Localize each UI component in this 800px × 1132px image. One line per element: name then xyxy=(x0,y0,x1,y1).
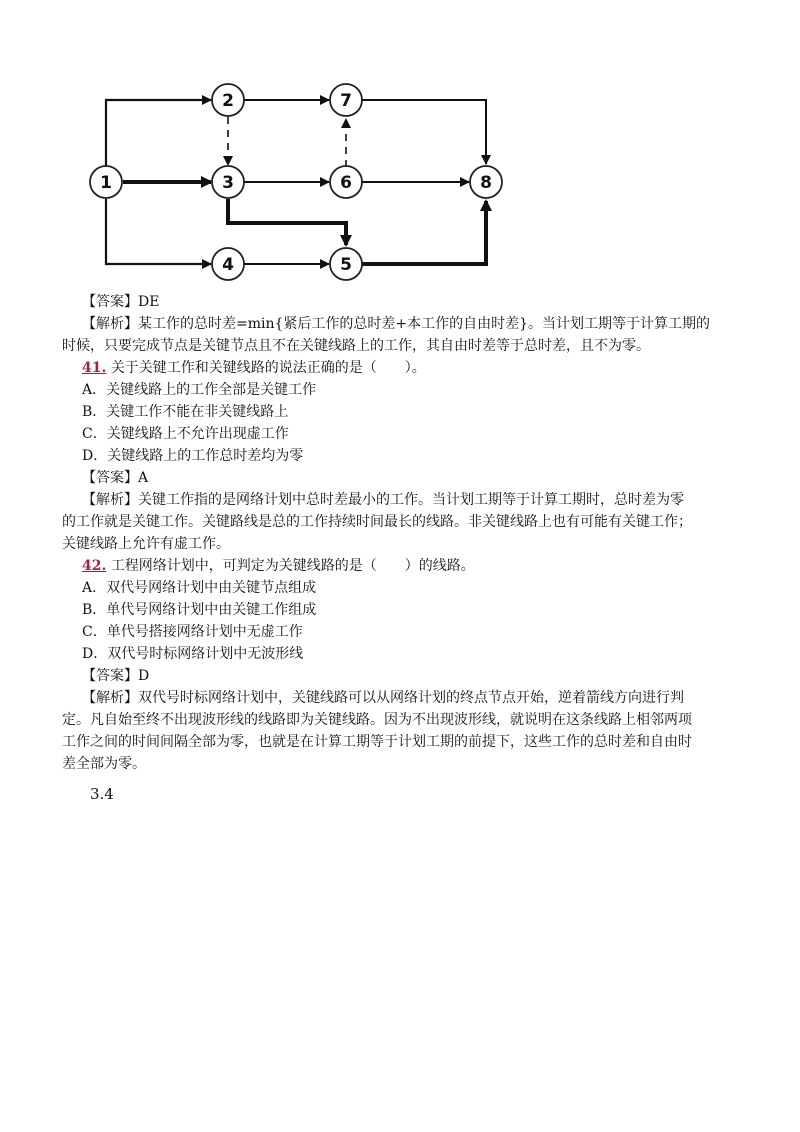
network-diagram xyxy=(85,78,515,290)
node-8 xyxy=(470,166,502,198)
answer-value: A xyxy=(138,470,149,486)
critical-arrow-5-8 xyxy=(362,201,486,264)
q41-option-c: C．关键线路上不允许出现虚工作 xyxy=(82,426,289,442)
q42-analysis-line: 差全部为零。 xyxy=(62,756,146,772)
node-1 xyxy=(90,166,122,198)
q41-stem: 41. 关于关键工作和关键线路的说法正确的是（ ）。 xyxy=(82,360,426,376)
analysis-label: 【解析】 xyxy=(82,316,138,332)
q41-option-a: A．关键线路上的工作全部是关键工作 xyxy=(82,382,317,398)
node-7 xyxy=(330,84,362,116)
q42-analysis-line: 工作之间的时间间隔全部为零，也就是在计算工期等于计划工期的前提下，这些工作的总时差和自由时 xyxy=(62,734,692,750)
q42-analysis-line: 【解析】双代号时标网络计划中，关键线路可以从网络计划的终点节点开始，逆着箭线方向进行判 xyxy=(82,690,684,706)
svg-text:1: 1 xyxy=(100,173,112,193)
svg-text:7: 7 xyxy=(340,91,352,111)
analysis-label: 【解析】 xyxy=(82,492,138,508)
arrow-7-8 xyxy=(362,100,486,164)
q42-analysis-line: 定。凡自始至终不出现波形线的线路即为关键线路。因为不出现波形线，就说明在这条线路上相邻两项 xyxy=(62,712,692,728)
critical-arrow-3-5 xyxy=(228,199,346,245)
section-heading: 3.4 xyxy=(90,785,114,803)
answer-value: DE xyxy=(138,294,160,310)
svg-text:4: 4 xyxy=(222,255,234,275)
svg-text:5: 5 xyxy=(340,255,352,275)
svg-text:3: 3 xyxy=(222,173,234,193)
q41-option-b: B．关键工作不能在非关键线路上 xyxy=(82,404,289,420)
node-6 xyxy=(330,166,362,198)
q41-analysis-line: 的工作就是关键工作。关键路线是总的工作持续时间最长的线路。非关键线路上也有可能有关键工作； xyxy=(62,514,692,530)
q41-analysis-line: 关键线路上允许有虚工作。 xyxy=(62,536,230,552)
q42-stem: 42. 工程网络计划中，可判定为关键线路的是（ ）的线路。 xyxy=(82,558,475,574)
node-4 xyxy=(212,248,244,280)
question-number: 41. xyxy=(82,360,107,376)
svg-text:8: 8 xyxy=(480,173,492,193)
answer-label: 【答案】 xyxy=(82,668,138,684)
answer-label: 【答案】 xyxy=(82,294,138,310)
q41-analysis-line: 【解析】关键工作指的是网络计划中总时差最小的工作。当计划工期等于计算工期时，总时差为零 xyxy=(82,492,684,508)
node-2 xyxy=(212,84,244,116)
svg-text:2: 2 xyxy=(222,91,234,111)
q40-analysis-line: 时候，只要完成节点是关键节点且不在关键线路上的工作，其自由时差等于总时差，且不为零。 xyxy=(62,338,650,354)
q40-answer xyxy=(62,291,752,313)
q41-answer xyxy=(62,467,752,489)
analysis-label: 【解析】 xyxy=(82,690,138,706)
arrow-1-2 xyxy=(106,100,211,167)
q40-analysis-line: 【解析】某工作的总时差=min{紧后工作的总时差+本工作的自由时差}。当计划工期等于计算工期的 xyxy=(82,316,711,332)
node-3 xyxy=(212,166,244,198)
q42-answer xyxy=(62,665,752,687)
arrow-1-4 xyxy=(106,199,211,264)
question-number: 42. xyxy=(82,558,107,574)
q42-option-c: C．单代号搭接网络计划中无虚工作 xyxy=(82,624,303,640)
q42-option-a: A．双代号网络计划中由关键节点组成 xyxy=(82,580,317,596)
q42-option-d: D．双代号时标网络计划中无波形线 xyxy=(82,646,304,662)
answer-value: D xyxy=(138,668,150,684)
answer-label: 【答案】 xyxy=(82,470,138,486)
q41-option-d: D．关键线路上的工作总时差均为零 xyxy=(82,448,304,464)
q42-option-b: B．单代号网络计划中由关键工作组成 xyxy=(82,602,317,618)
document-body xyxy=(62,291,752,805)
node-5 xyxy=(330,248,362,280)
svg-text:6: 6 xyxy=(340,173,352,193)
